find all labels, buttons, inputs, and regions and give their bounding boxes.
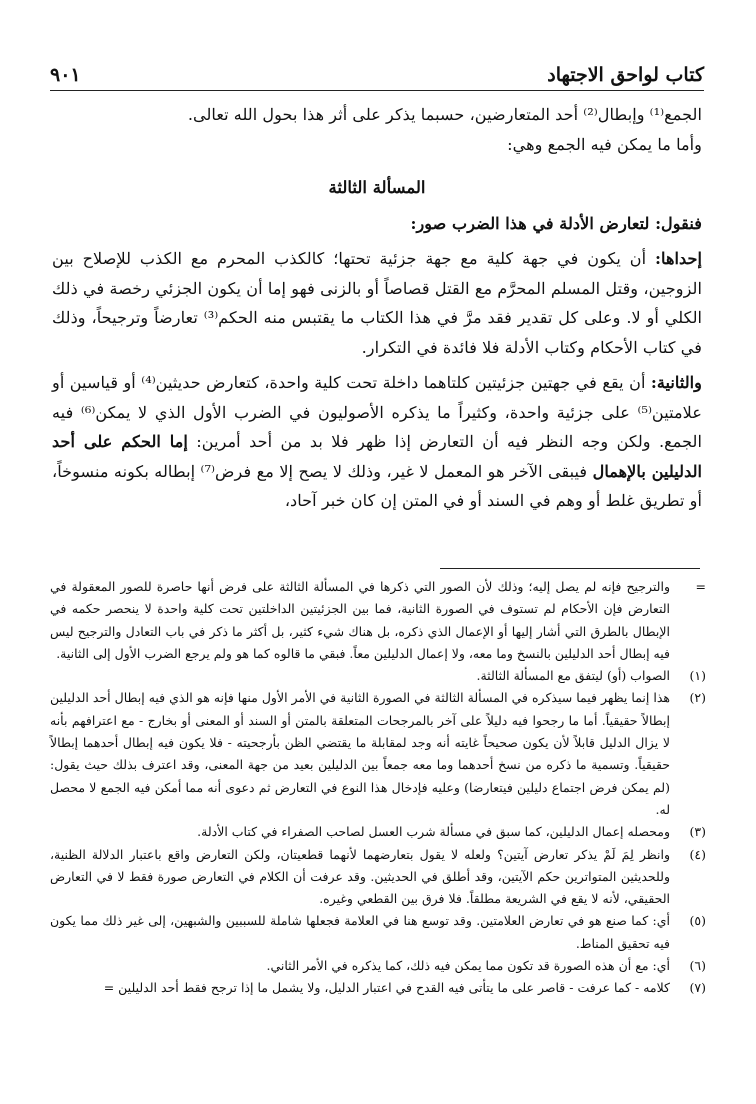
footnote-text: والترجيح فإنه لم يصل إليه؛ وذلك لأن الصور التي ذكرها في المسألة الثالثة على فرض أنها حاصرة للصور المعقولة في التعارض فإن الأحكام لم تستوف في الصورة الثانية، فما بين الجزئيتين الداخلتين تحت كلية واحدة لا ينحصر حكمه في الإبطال بالطرق التي أشار إليها أو الإعمال الذي ذكره، بل هناك شيء كثير، بل أكثر ما ذكر في باب التعادل والترجيح ليس فيه إبطال أحد الدليلين بالنسخ وما معه، ولا إعمال الدليلين معاً. فبقي ما قالوه كما هو ولم يرجع الضرب الأول إلى الثانية.: [50, 579, 670, 661]
footnote-text: الصواب (أو) ليتفق مع المسألة الثالثة.: [476, 668, 670, 684]
footnote-text: ومحصله إعمال الدليلين، كما سبق في مسألة شرب العسل لصاحب الصفراء في كتاب الأدلة.: [197, 824, 670, 840]
main-text: [52, 100, 702, 516]
paragraph-2: وأما ما يمكن فيه الجمع وهي:: [507, 134, 702, 154]
footnote-number: (٤): [689, 846, 706, 862]
paragraph-3: فنقول: لتعارض الأدلة في هذا الضرب صور:: [410, 213, 702, 233]
footnote: [50, 687, 706, 821]
footnote: [50, 576, 706, 665]
footnotes: [50, 576, 706, 1000]
paragraph-5: [52, 368, 702, 516]
footnote-text: هذا إنما يظهر فيما سيذكره في المسألة الثالثة في الصورة الثانية في الأمر الأول منها فإنه هو الذي فيه إبطال أحد الدليلين إبطالاً حقيقياً. أما ما رجحوا فيه دليلاً على آخر بالمرجحات المتعلقة بالمتن أو السند أو المعنى أو بخارج - مع اعترافهم بأنه لا يزال الدليل قابلاً لأن يكون صحيحاً غايته أنه وجد لمقابلة ما يقتضي الظن بأرجحيته - فلا يكون فيه إبطال أحدهما إبطالاً حقيقياً. وتسمية ما ذكره من نسخ أحدهما وما معه جمعاً بين الدليلين بعيد من جهة المعنى، وقد اعترف بذلك حيث يقول: (لم يمكن فرض اجتماع دليلين فيتعارضا) وعليه فإدخال هذا النوع في التعارض ثم دعوى أنه مما أمكن فيه الجمع لا محصل له.: [50, 690, 670, 817]
footnote-number: (٣): [689, 824, 706, 840]
footnote-number: (٥): [689, 913, 706, 929]
section-title: المسألة الثالثة: [328, 178, 426, 197]
paragraph-4-text: أن يكون في جهة كلية مع جهة جزئية تحتها؛ كالكذب المحرم مع الكذب للإصلاح بين الزوجين، وقتل المسلم المحرَّم مع القتل قصاصاً أو بالزنى فهو إما أن يكون الجزئي رخصة في ذلك الكلي أو لا. وعلى كل تقدير فقد مرَّ في هذا الكتاب ما يقتبس منه الحكم⁽³⁾ تعارضاً وترجيحاً، وذلك في كتاب الأحكام وكتاب الأدلة فلا فائدة في التكرار.: [52, 249, 702, 357]
paragraph-5-emphasis: إما الحكم على أحد الدليلين بالإهمال: [52, 432, 703, 481]
footnote: [50, 955, 706, 977]
footnote-separator: [440, 568, 700, 569]
footnote-number: =: [695, 579, 706, 594]
paragraph-4: [52, 244, 702, 362]
footnote-number: (٦): [689, 958, 706, 974]
paragraph-5-lead: والثانية:: [650, 373, 702, 392]
footnote-number: (١): [689, 668, 706, 684]
footnote: [50, 821, 706, 843]
footnote-text: أي: كما صنع هو في تعارض العلامتين. وقد توسع هنا في العلامة فجعلها شاملة للسببين والشبهين، إلى غير ذلك مما يكون فيه تحقيق المناط.: [50, 913, 670, 951]
paragraph-1: الجمع⁽¹⁾ وإبطال⁽²⁾ أحد المتعارضين، حسبما يذكر على أثر هذا بحول الله تعالى.: [187, 105, 702, 124]
footnote-text: كلامه - كما عرفت - قاصر على ما يتأتى فيه القدح في اعتبار الدليل، ولا يشمل ما إذا ترجح فقط أحد الدليلين =: [103, 980, 670, 996]
footnote-text: أي: مع أن هذه الصورة قد تكون مما يمكن فيه ذلك، كما يذكره في الأمر الثاني.: [266, 958, 670, 974]
footnote-number: (٧): [689, 980, 706, 996]
footnote: [50, 910, 706, 955]
running-title: كتاب لواحق الاجتهاد: [547, 64, 704, 86]
paragraph-5-text: أن يقع في جهتين جزئيتين كلتاهما داخلة تحت كلية واحدة، كتعارض حديثين⁽⁴⁾ أو قياسين أو علامتين⁽⁵⁾ على جزئية واحدة، وكثيراً ما يذكره الأصوليون في الضرب الأول الذي لا يمكن⁽⁶⁾ فيه الجمع. ولكن وجه النظر فيه أن التعارض إذا ظهر فلا بد من أحد أمرين:: [52, 373, 702, 451]
paragraph-4-lead: إحداها:: [655, 249, 702, 268]
paragraph-5-end: فيبقى الآخر هو المعمل لا غير، وذلك لا يصح إلا مع فرض⁽⁷⁾ إبطاله بكونه منسوخاً، أو تطريق غلط أو وهم في السند أو في المتن إن كان خبر آحاد،: [52, 461, 702, 510]
footnote: [50, 844, 706, 911]
footnote: [50, 665, 706, 687]
page-header: [50, 56, 704, 91]
footnote-text: وانظر لِمَ لَمْ يذكر تعارض آيتين؟ ولعله لا يقول بتعارضهما لأنهما قطعيتان، ولكن التعارض واقع باعتبار الدلالة الظنية، وللحديثين المتواترين حكم الآيتين، وقد أطلق في الحديثين. وقد عرفت أن الكلام في التعارض صورة فقط لا في التعارض الحقيقي، لأنه لا يقع في الشريعة مطلقاً. فلا فرق بين القطعي وغيره.: [50, 846, 670, 907]
footnote-number: (٢): [689, 690, 706, 706]
footnote: [50, 977, 706, 999]
page-number: ٩٠١: [50, 64, 81, 86]
